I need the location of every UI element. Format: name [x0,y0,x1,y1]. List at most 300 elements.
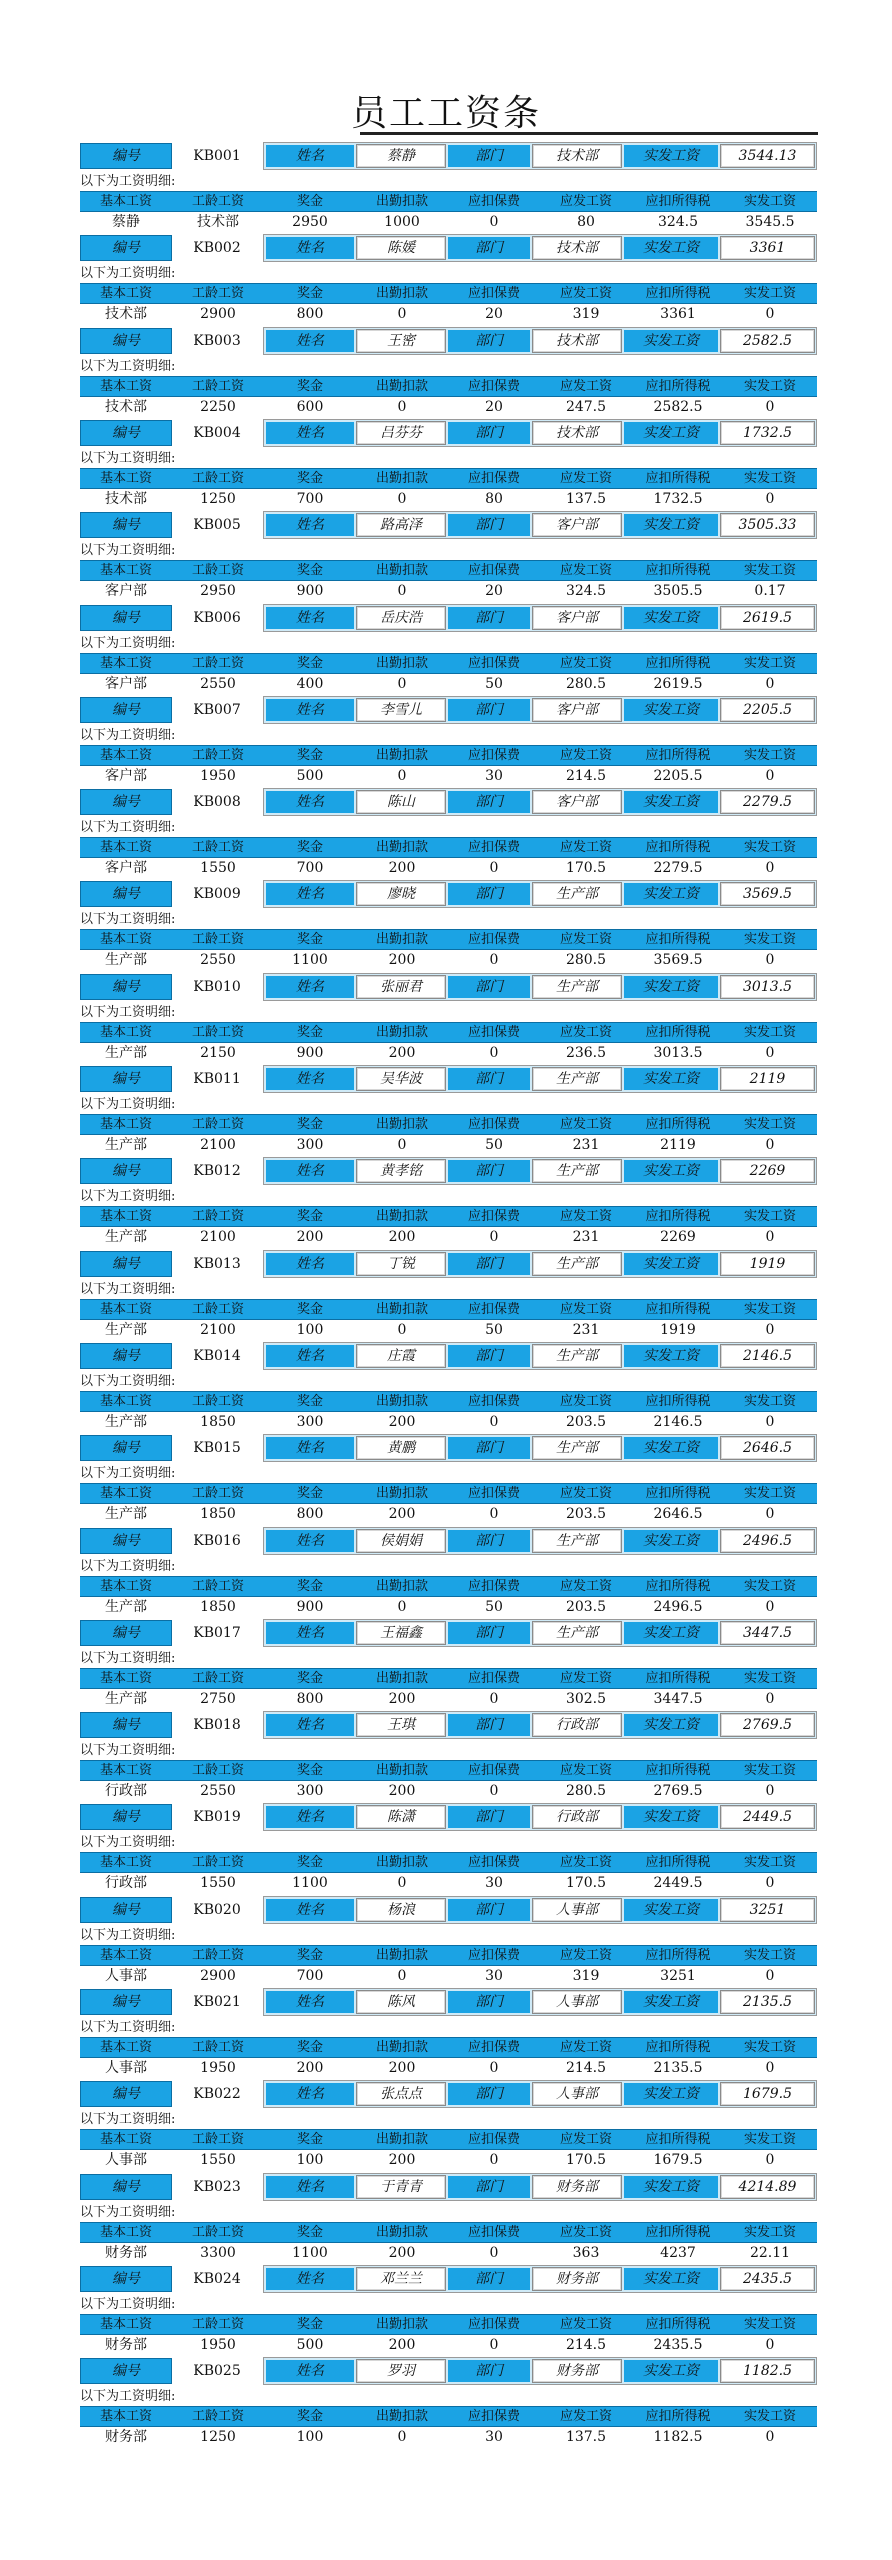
salary-header-row [80,1760,817,1781]
salary-cell: 900 [296,1045,324,1061]
column-header: 应扣所得税 [645,748,711,763]
detail-caption: 以下为工资明细: [80,2389,176,2404]
salary-cell: 0 [397,1322,407,1338]
employee-id: KB005 [193,517,241,533]
salary-cell: 231 [572,1229,600,1245]
salary-cell: 0 [765,1691,775,1707]
detail-caption: 以下为工资明细: [80,2112,176,2127]
salary-cell: 2769.5 [653,1783,703,1799]
salary-cell: 3361 [660,306,696,322]
employee-name: 黄孝铭 [356,1159,446,1183]
column-header: 实发工资 [743,2040,796,2055]
net-pay-label: 实发工资 [624,237,718,259]
payslip-block [0,787,892,879]
employee-name: 吕芬芬 [356,421,446,445]
page-title: 员工工资条 [350,93,541,134]
column-header: 应扣保费 [467,379,520,394]
payslip-block [0,326,892,418]
salary-cell: 400 [296,676,324,692]
column-header: 工龄工资 [191,1209,244,1224]
column-header: 出勤扣款 [375,379,428,394]
employee-id: KB010 [193,979,241,995]
column-header: 应发工资 [559,194,612,209]
payslip-block [0,1341,892,1433]
dept-label: 部门 [448,1345,530,1367]
salary-cell: 200 [388,1045,416,1061]
detail-caption: 以下为工资明细: [80,2020,176,2035]
salary-cell: 137.5 [565,2429,607,2445]
salary-cell: 0 [397,768,407,784]
salary-cell: 生产部 [105,1414,147,1430]
salary-cell: 2250 [200,399,236,415]
salary-cell: 500 [296,2337,324,2353]
column-header: 出勤扣款 [375,2317,428,2332]
column-header: 实发工资 [743,656,796,671]
salary-cell: 技术部 [197,214,239,230]
salary-cell: 50 [485,1137,503,1153]
salary-cell: 1950 [200,2337,236,2353]
id-label: 编号 [80,512,172,538]
salary-cell: 生产部 [105,1229,147,1245]
dept-label: 部门 [448,2360,530,2382]
employee-name: 张点点 [356,2082,446,2106]
salary-cell: 300 [296,1137,324,1153]
employee-dept: 人事部 [532,1898,622,1922]
net-pay-label: 实发工资 [624,1899,718,1921]
column-header: 出勤扣款 [375,1209,428,1224]
dept-label: 部门 [448,2268,530,2290]
salary-cell: 1850 [200,1506,236,1522]
net-pay-label: 实发工资 [624,514,718,536]
salary-cell: 2550 [200,676,236,692]
column-header: 基本工资 [99,932,152,947]
salary-cell: 900 [296,1599,324,1615]
column-header: 应扣保费 [467,932,520,947]
column-header: 奖金 [296,379,323,394]
salary-values-row [80,1411,817,1433]
salary-cell: 0 [765,1414,775,1430]
salary-header-row [80,653,817,674]
column-header: 奖金 [296,932,323,947]
column-header: 奖金 [296,840,323,855]
employee-id: KB007 [193,702,241,718]
column-header: 基本工资 [99,2409,152,2424]
net-pay-label: 实发工资 [624,1068,718,1090]
column-header: 工龄工资 [191,1579,244,1594]
salary-cell: 0 [397,399,407,415]
detail-caption: 以下为工资明细: [80,2297,176,2312]
column-header: 应扣所得税 [645,1302,711,1317]
employee-id: KB024 [193,2271,241,2287]
salary-cell: 236.5 [565,1045,607,1061]
column-header: 应扣所得税 [645,2040,711,2055]
salary-cell: 0 [489,1506,499,1522]
salary-header-row [80,2222,817,2243]
column-header: 应扣保费 [467,1117,520,1132]
employee-id: KB014 [193,1348,241,1364]
payslip-block [0,418,892,510]
detail-caption: 以下为工资明细: [80,1097,176,1112]
net-pay-value: 2119 [720,1067,815,1091]
employee-id: KB017 [193,1625,241,1641]
column-header: 出勤扣款 [375,2040,428,2055]
column-header: 实发工资 [743,1117,796,1132]
salary-cell: 80 [577,214,595,230]
employee-id: KB020 [193,1902,241,1918]
salary-cell: 0 [765,768,775,784]
salary-cell: 203.5 [565,1414,607,1430]
employee-name: 陈风 [356,1990,446,2014]
employee-name: 陈媛 [356,236,446,260]
net-pay-label: 实发工资 [624,1806,718,1828]
column-header: 应扣保费 [467,1948,520,1963]
salary-header-row [80,2129,817,2150]
column-header: 应扣所得税 [645,471,711,486]
column-header: 基本工资 [99,1486,152,1501]
column-header: 实发工资 [743,2409,796,2424]
salary-cell: 蔡静 [112,214,140,230]
salary-cell: 1100 [292,1875,328,1891]
column-header: 出勤扣款 [375,471,428,486]
salary-header-row [80,2406,817,2427]
column-header: 实发工资 [743,1394,796,1409]
id-label: 编号 [80,1897,172,1923]
salary-cell: 2100 [200,1322,236,1338]
salary-cell: 0 [765,1599,775,1615]
net-pay-label: 实发工资 [624,1622,718,1644]
net-pay-label: 实发工资 [624,2360,718,2382]
column-header: 基本工资 [99,1302,152,1317]
salary-cell: 2119 [660,1137,696,1153]
detail-caption: 以下为工资明细: [80,1835,176,1850]
salary-header-row [80,745,817,766]
employee-id: KB011 [193,1071,241,1087]
salary-cell: 0 [765,1875,775,1891]
salary-cell: 人事部 [105,2060,147,2076]
salary-cell: 170.5 [565,2152,607,2168]
dept-label: 部门 [448,330,530,352]
employee-dept: 人事部 [532,2082,622,2106]
salary-cell: 2900 [200,1968,236,1984]
employee-name: 吴华波 [356,1067,446,1091]
employee-id-row [0,879,892,909]
column-header: 基本工资 [99,748,152,763]
salary-cell: 0 [765,2152,775,2168]
dept-label: 部门 [448,2176,530,2198]
employee-dept: 客户部 [532,698,622,722]
salary-cell: 2900 [200,306,236,322]
salary-cell: 0 [489,1229,499,1245]
payslip-block [0,1987,892,2079]
salary-cell: 0 [397,1599,407,1615]
salary-cell: 2205.5 [653,768,703,784]
column-header: 基本工资 [99,2317,152,2332]
net-pay-label: 实发工资 [624,422,718,444]
employee-id-row [0,141,892,171]
salary-cell: 200 [388,1229,416,1245]
employee-name: 庄霞 [356,1344,446,1368]
employee-dept: 行政部 [532,1805,622,1829]
detail-caption: 以下为工资明细: [80,174,176,189]
salary-cell: 生产部 [105,1599,147,1615]
column-header: 奖金 [296,748,323,763]
name-label: 姓名 [266,2083,354,2105]
salary-cell: 1550 [200,1875,236,1891]
salary-cell: 214.5 [565,2060,607,2076]
column-header: 出勤扣款 [375,840,428,855]
dept-label: 部门 [448,1530,530,1552]
salary-cell: 财务部 [105,2429,147,2445]
column-header: 应扣所得税 [645,2317,711,2332]
salary-header-row [80,1483,817,1504]
salary-cell: 200 [388,2060,416,2076]
detail-caption: 以下为工资明细: [80,636,176,651]
column-header: 应发工资 [559,471,612,486]
net-pay-value: 2449.5 [720,1805,815,1829]
salary-header-row [80,1945,817,1966]
salary-cell: 3505.5 [653,583,703,599]
employee-dept: 生产部 [532,1436,622,1460]
salary-cell: 80 [485,491,503,507]
dept-label: 部门 [448,1991,530,2013]
salary-cell: 0 [489,2152,499,2168]
salary-cell: 20 [485,583,503,599]
column-header: 应扣所得税 [645,2225,711,2240]
detail-caption: 以下为工资明细: [80,1466,176,1481]
salary-cell: 2279.5 [653,860,703,876]
column-header: 应发工资 [559,1671,612,1686]
salary-header-row [80,1206,817,1227]
column-header: 应发工资 [559,840,612,855]
column-header: 应发工资 [559,2040,612,2055]
detail-caption: 以下为工资明细: [80,1282,176,1297]
column-header: 应扣保费 [467,563,520,578]
column-header: 应扣所得税 [645,656,711,671]
salary-cell: 200 [388,1783,416,1799]
dept-label: 部门 [448,237,530,259]
employee-id: KB025 [193,2363,241,2379]
net-pay-label: 实发工资 [624,2176,718,2198]
name-label: 姓名 [266,1530,354,1552]
column-header: 应扣保费 [467,471,520,486]
salary-cell: 1250 [200,491,236,507]
column-header: 应发工资 [559,932,612,947]
employee-dept: 技术部 [532,236,622,260]
salary-cell: 技术部 [105,399,147,415]
salary-cell: 1000 [384,214,420,230]
employee-id-row [0,418,892,448]
column-header: 工龄工资 [191,471,244,486]
column-header: 奖金 [296,2225,323,2240]
salary-values-row [80,1596,817,1618]
net-pay-value: 2269 [720,1159,815,1183]
column-header: 应扣所得税 [645,1025,711,1040]
salary-cell: 0 [765,1506,775,1522]
column-header: 应发工资 [559,1209,612,1224]
salary-cell: 1679.5 [653,2152,703,2168]
employee-name: 路高泽 [356,513,446,537]
salary-values-row [80,1965,817,1987]
column-header: 实发工资 [743,563,796,578]
name-label: 姓名 [266,237,354,259]
column-header: 实发工资 [743,1948,796,1963]
column-header: 奖金 [296,1671,323,1686]
name-label: 姓名 [266,1253,354,1275]
employee-id-row [0,1433,892,1463]
salary-cell: 214.5 [565,768,607,784]
dept-label: 部门 [448,883,530,905]
payslip-block [0,879,892,971]
column-header: 基本工资 [99,379,152,394]
salary-cell: 280.5 [565,952,607,968]
id-label: 编号 [80,1989,172,2015]
salary-cell: 170.5 [565,860,607,876]
salary-values-row [80,2057,817,2079]
employee-id-row [0,1156,892,1186]
payslip-block [0,1895,892,1987]
column-header: 基本工资 [99,1763,152,1778]
salary-cell: 0.17 [754,583,786,599]
column-header: 基本工资 [99,563,152,578]
column-header: 工龄工资 [191,1025,244,1040]
salary-cell: 1919 [660,1322,696,1338]
name-label: 姓名 [266,2360,354,2382]
employee-id: KB008 [193,794,241,810]
salary-header-row [80,2037,817,2058]
column-header: 奖金 [296,1117,323,1132]
column-header: 基本工资 [99,471,152,486]
net-pay-value: 2619.5 [720,606,815,630]
column-header: 应扣所得税 [645,1394,711,1409]
salary-cell: 0 [765,491,775,507]
salary-cell: 231 [572,1322,600,1338]
column-header: 应扣保费 [467,1763,520,1778]
employee-id: KB022 [193,2086,241,2102]
salary-values-row [80,765,817,787]
salary-header-row [80,1114,817,1135]
employee-dept: 财务部 [532,2267,622,2291]
column-header: 实发工资 [743,1763,796,1778]
net-pay-label: 实发工资 [624,1253,718,1275]
salary-cell: 50 [485,676,503,692]
net-pay-label: 实发工资 [624,607,718,629]
salary-cell: 3569.5 [653,952,703,968]
salary-cell: 0 [397,676,407,692]
dept-label: 部门 [448,1068,530,1090]
employee-dept: 生产部 [532,882,622,906]
salary-values-row [80,857,817,879]
net-pay-value: 2496.5 [720,1529,815,1553]
id-label: 编号 [80,1620,172,1646]
net-pay-value: 3013.5 [720,975,815,999]
salary-cell: 生产部 [105,952,147,968]
salary-values-row [80,488,817,510]
salary-cell: 247.5 [565,399,607,415]
name-label: 姓名 [266,791,354,813]
salary-values-row [80,1226,817,1248]
payslip-block [0,141,892,233]
column-header: 应发工资 [559,1025,612,1040]
detail-caption: 以下为工资明细: [80,359,176,374]
column-header: 工龄工资 [191,1855,244,1870]
employee-id-row [0,510,892,540]
salary-cell: 财务部 [105,2337,147,2353]
detail-caption: 以下为工资明细: [80,1374,176,1389]
name-label: 姓名 [266,1345,354,1367]
salary-cell: 0 [397,1137,407,1153]
column-header: 工龄工资 [191,1486,244,1501]
column-header: 应发工资 [559,1579,612,1594]
employee-id-row [0,233,892,263]
payslip-block [0,510,892,602]
salary-cell: 0 [489,214,499,230]
employee-id-row [0,1618,892,1648]
net-pay-label: 实发工资 [624,1437,718,1459]
column-header: 工龄工资 [191,656,244,671]
salary-cell: 200 [388,2337,416,2353]
salary-values-row [80,1319,817,1341]
employee-id: KB013 [193,1256,241,1272]
salary-cell: 生产部 [105,1322,147,1338]
payslip-block [0,1526,892,1618]
column-header: 应发工资 [559,1948,612,1963]
column-header: 应发工资 [559,656,612,671]
column-header: 奖金 [296,471,323,486]
salary-cell: 技术部 [105,306,147,322]
column-header: 实发工资 [743,1855,796,1870]
column-header: 应扣所得税 [645,840,711,855]
salary-cell: 0 [489,952,499,968]
salary-cell: 800 [296,1691,324,1707]
column-header: 应扣所得税 [645,286,711,301]
salary-cell: 600 [296,399,324,415]
employee-name: 岳庆浩 [356,606,446,630]
net-pay-label: 实发工资 [624,883,718,905]
column-header: 应扣所得税 [645,2409,711,2424]
salary-cell: 100 [296,2429,324,2445]
salary-cell: 生产部 [105,1137,147,1153]
name-label: 姓名 [266,607,354,629]
salary-cell: 客户部 [105,860,147,876]
employee-dept: 客户部 [532,790,622,814]
salary-header-row [80,1576,817,1597]
employee-id: KB015 [193,1440,241,1456]
column-header: 应扣保费 [467,286,520,301]
name-label: 姓名 [266,1437,354,1459]
employee-name: 侯娟娟 [356,1529,446,1553]
net-pay-value: 1732.5 [720,421,815,445]
net-pay-value: 1919 [720,1252,815,1276]
employee-name: 杨浪 [356,1898,446,1922]
column-header: 应扣保费 [467,1855,520,1870]
column-header: 奖金 [296,1486,323,1501]
salary-values-row [80,2334,817,2356]
net-pay-label: 实发工资 [624,699,718,721]
column-header: 应发工资 [559,1486,612,1501]
column-header: 实发工资 [743,1025,796,1040]
name-label: 姓名 [266,145,354,167]
column-header: 工龄工资 [191,840,244,855]
salary-cell: 2100 [200,1229,236,1245]
dept-label: 部门 [448,1160,530,1182]
column-header: 出勤扣款 [375,2409,428,2424]
salary-values-row [80,2426,817,2448]
column-header: 工龄工资 [191,748,244,763]
dept-label: 部门 [448,791,530,813]
column-header: 出勤扣款 [375,1855,428,1870]
salary-cell: 900 [296,583,324,599]
salary-header-row [80,837,817,858]
